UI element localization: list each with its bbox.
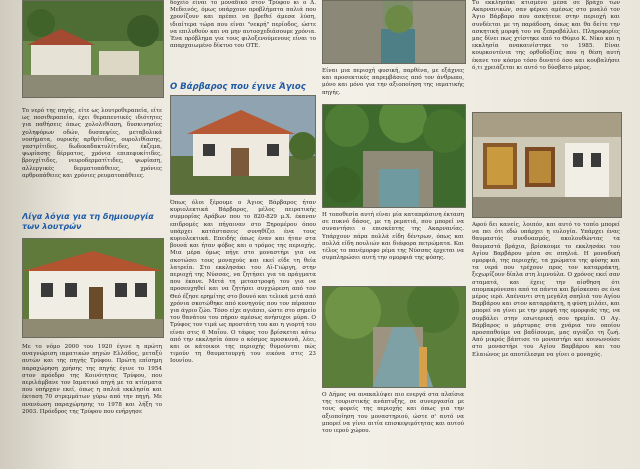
saint-story-text: Όπως όλοι ξέρουμε ο Άγιος Βάρβαρος ήταν κυριολεκτικά Βάρβαρος, μέλος πειρατικής συμμορίας Αράβων που το 820-829 μ.Χ. έκαναν επιδρομές και πήγαιναν στο Ξηρομέρου όπου υπάρχει κατάστασεις συνηθίζει ένα τους κυριολεκτικά. Επειδής όπως έναν και ήταν στα βουνά και ήταν φόβος και ο τρόμος της περιοχής. Μια μέρα όμως πήγε στο μοναστήρι για να σκοτώσει τους μοναχούς και εκεί είδε τη θεία λατρεία. Στο εκκλησάκι του Αϊ-Γιώργη, στην περιοχή της Νύσσας, να ζητήσει για τα πράγματα που έκανε. Μετά τη μεταστροφή του για να προσευχηθεί και να ζητήσει συγχώρεση από τον Θεό έζησε ερημίτης στο βουνό και τελικά μετά από χρόνια σκοτώθηκε από κυνηγούς που τον πέρασαν για άγριο ζώο. Τόσο είχε αγιάσει, ώστε στο σημείο του θανάτου του πήραν αμέσως ανήσυχοι μύρα. Ο Τρύφος τον τιμά ως προστάτη του και η γιορτή του είναι στις 6 Μαΐου. Ο τάφος του βρίσκεται κάτω από την εκκλησία όπου ο κόσμος προσκυνά, λέει, και οι κάτοικοι της περιοχής θυμούνται πώς τιμούν τη θαυματουργή του εικόνα στις 23 Ιουνίου. [170, 200, 316, 365]
section-heading-baths: Λίγα λόγια για τη δημιουργία των λουτρών [22, 212, 154, 231]
municipality-text: Ο Δήμος να ανακαλύψει πιο ενεργά στα πλαίσια της τουριστικής ανάπτυξης, σε συνεργασία με τους φορείς της περιοχής και όπως για την αξιοποίηση του μοναστηριού, ώστε σ' αυτό να μπορεί να γίνει αιτία επισκεψιμότητας και αυτού του ιερού χώρου. [322, 392, 464, 435]
telephone-network-text: δοχείο είναι το μοναδικό στον Τρύφου κι ο Δ. Μεδεινός, όμως υπάρχουν προβλήματα παλιά που χρονίζουν και πρέπει να βρεθεί άμεσα λύση, ιδιαίτερα τώρα που είναι "νεκρή" περίοδος, ώστε να επιλυθούν και να μην αυτοσχεδιάσουμε χρόνια. Ένα πρόβλημα για τους φιλοξενούμενους είναι το απαρχαιωμένο δίκτυο του ΟΤΕ. [170, 0, 316, 50]
church-icons-photo [472, 112, 622, 218]
column-3 [322, 0, 466, 469]
stream-path-photo [322, 286, 466, 388]
spa-building-photo [22, 238, 164, 338]
column-4 [472, 0, 622, 469]
natural-area-text: Είναι μια περιοχή φυσική, παρθένα, με εξάχνες και προσεκτικές παρεμβάσεις από τον άνθρωπο, μόνο και μόνο για την αξιοποίηση της ιαματικής πηγής. [322, 68, 464, 96]
village-photo [22, 0, 164, 98]
chapel-photo [170, 95, 316, 195]
springs-benefits-text: Το νερό της πηγής, είτε ως λουτροθεραπεία, είτε ως ποσιθεραπεία, έχει θεραπευτικές ιδιότητες για παθήσεις όπως χολολιθίαση, δυσκινησίες χοληφόρων οδών, δυσπεψίες, μεταβολικά νοσήματα, ουρικής αρθρίτιδας, ουρολιθίασης, γαστρίτιδες, δωδεκαδακτυλίτιδες, έκζεμα, ψωρίασης δέρματος, χρόνια επιπεφυκίτιδες, βρογχίτιδες, νευροδερματίτιδες, ψωρίαση, αλλεργικές δερματοπάθειες, χρόνιες αρθροπάθειες και χρόνιες ρευματοπάθειες. [22, 108, 162, 179]
church-in-rock-text: Το εκκλησάκι κτισμένο μέσα σε βράχο των Ακαρνανικών, σαν φέρνει αμέσως στο μυαλό τον Άγιο Βάρβαρο που ασκήτευε στην περιοχή και συνδέεται με τη παράδοση, όπως και θα δείτε την ασκητική μορφή του να ξεπροβάλλει. Πληροφορίες μας δίνει πως χτίστηκε από το Θύμιο Κ. Νίκο και η εκκλησία ανακαινίστηκε το 1985. Είναι κουρκουτένια της ορθοδοξίας που η θέση αυτή έκανε τον κόσμο τόσο δυνατό όσο και κουβαλήσει ό,τι χρειάζεται κι αυτό το δύσβατο μέρος. [472, 0, 620, 71]
forest-stream-photo [322, 104, 466, 208]
column-1 [22, 0, 164, 469]
forest-description-text: Η τοποθεσία αυτή είναι μία καταπράσινη έκταση σε πυκνό δάσος, με τη ρεματιά, που μπορεί να συναντήσει ο επισκέπτης της Ακαρνανίας. Υπάρχουν πάρα πολλά είδη δέντρων, όπως και πολλά είδη πουλιών και διάφορα πετρώματα. Και τέλος το πανέμορφο ρέμα της Νύσσας έρχεται να συμπληρώσει αυτή την ομορφιά της φύσης. [322, 212, 464, 262]
gorge-photo [322, 0, 466, 64]
baths-history-text: Με το νόμο 2000 του 1920 έγινε η πρώτη αναγνώριση ιαματικών πηγών Ελλάδος, μεταξύ αυτών και της πηγής Τρύφου. Πρώτη επίσημη παραχώρηση χρήσης της πηγής έγινε το 1954 στον πρόεδρο της Κοινότητας Τρύφου, που περιλάμβανε τον Ιαματικό πηγή με τα κτίσματα που υπήρχαν εκεί, όπως η παλιά εκκλησία και έκταση 70 στρεμμάτων γύρω από την πηγή. Με ανανέωση παραχώρησης το 1978 και λήξη το 2003. Πρόεδρος της Τρύφου που ενήργησε [22, 344, 162, 415]
waterfall-blessing-text: Αφού δει κανείς, λοιπόν, και αυτό το τοπίο μπορεί να πει ότι εδώ υπάρχει η ευλογία. Υπάρχει ένας θαυμαστός συνδυασμός, ακολουθώντας τα θαυμαστά βράχια, βρίσκουμε το εκκλησάκι του Αγίου Βαρβάρου μέσα σε σπηλιά. Η μοναδική ομορφιά, της περιοχής, τα χρώματα της φύσης και τα νερά που τρέχουν προς τον καταρράκτη, ξεχωρίζουν δίπλα στη λιμνούλα. Ο χρόνος εκεί σαν σταματά, και έχεις την αίσθηση ότι απομακρύνεσαι από τα πάντα και βρίσκεσαι σε ένα μέρος ιερό. Απέναντι στη μεγάλη σπηλιά του Αγίου Βαρβάρου και στον καταρράκτη, η φύση μιλάει, και μπορεί να γίνει με την μορφή της ομορφιάς της, να συμβάλει στην εσωτερική σου ηρεμία. Ο Αγ. Βάρβαρος ο μάρτυρας στα χνάρια του οποίου προσπαθούμε να βαδίσουμε, μας αγιάζει τη ζωή. Από μικρός βάπτισε το μοναστήρι και κοινωνούσε στο μοναστήρι του Αγίου Βαρβάρου και του Ελαιώνος με αποτέλεσμα να γίνει ο μοναχός. [472, 222, 620, 358]
column-2 [170, 0, 316, 469]
section-heading-saint: Ο Βάρβαρος που έγινε Άγιος [170, 82, 306, 92]
